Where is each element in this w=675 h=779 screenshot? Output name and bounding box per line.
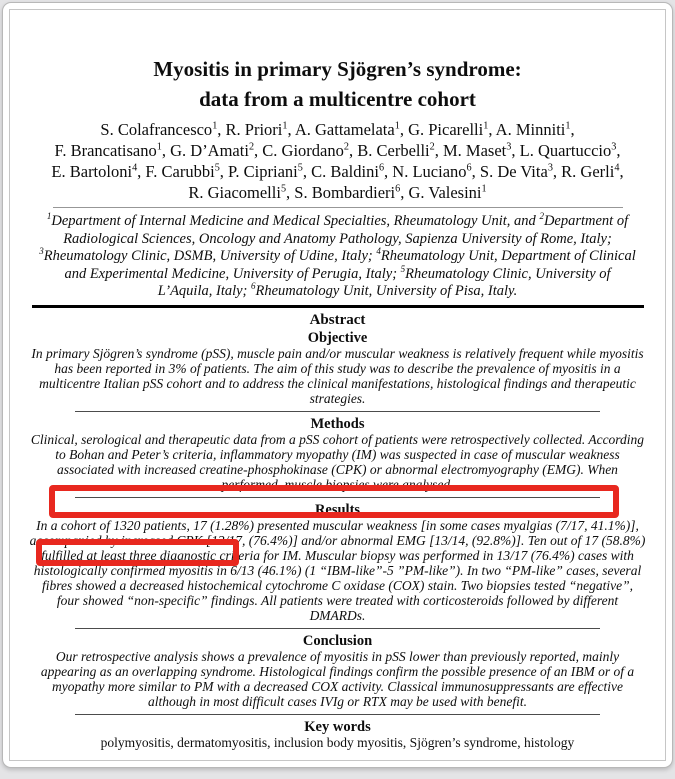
author-line: R. Giacomelli$^5$, S. Bombardieri$^6$, G. Valesini$^1$ <box>188 183 487 202</box>
author-lines <box>10 119 665 203</box>
affiliations: $^1$Department of Internal Medicine and Medical Specialties, Rheumatology Unit, and $^2$Department of Radiological Sciences, Oncology and Anatomy Pathology, Sapienza University of Rome, Italy; $^3$Rheumatology Clinic, DSMB, University of Udine, Italy; $^4$Rheumatology Unit, Department of Clinical and Experimental Medicine, University of Perugia, Italy; $^5$Rheumatology Clinic, University of L’Aquila, Italy; $^6$Rheumatology Unit, University of Pisa, Italy. <box>39 211 636 299</box>
section-divider <box>75 628 600 629</box>
superscript-ref: 4 <box>614 162 620 174</box>
superscript-ref: 1 <box>282 120 288 132</box>
section-heading-conclusion: Conclusion <box>302 632 373 649</box>
superscript-ref: 1 <box>394 120 400 132</box>
author-line: E. Bartoloni$^4$, F. Carubbi$^5$, P. Cipriani$^5$, C. Baldini$^6$, N. Luciano$^6$, S. De Vita$^3$, R. Gerli$^4$, <box>51 162 624 181</box>
abstract-heading: Abstract <box>309 311 366 328</box>
superscript-ref: 4 <box>132 162 138 174</box>
section-divider <box>75 411 600 412</box>
superscript-ref: 5 <box>297 162 303 174</box>
abstract-top-rule <box>32 305 644 308</box>
superscript-ref: 3 <box>547 162 553 174</box>
section-heading-objective: Objective <box>307 329 368 346</box>
superscript-ref: 5 <box>400 263 406 274</box>
superscript-ref: 6 <box>466 162 472 174</box>
superscript-ref: 5 <box>280 183 287 195</box>
author-line: F. Brancatisano$^1$, G. D’Amati$^2$, C. Giordano$^2$, B. Cerbelli$^2$, M. Maset$^3$, L. Quartuccio$^3$, <box>54 141 621 160</box>
superscript-ref: 3 <box>506 141 512 153</box>
authors-divider <box>53 207 623 208</box>
section-text-key-words: polymyositis, dermatomyositis, inclusion body myositis, Sjögren’s syndrome, histology <box>100 734 575 750</box>
author-line: S. Colafrancesco$^1$, R. Priori$^1$, A. Gattamelata$^1$, G. Picarelli$^1$, A. Minniti$^1$, <box>100 120 575 139</box>
superscript-ref: 2 <box>429 141 435 153</box>
paper-title <box>10 54 665 114</box>
section-text-results: In a cohort of 1320 patients, 17 (1.28%) presented muscular weakness [in some cases myalgias (7/17, 41.1%)], accompanied by increased CPK [13/17, (76.4%)] and/or abnormal EMG [13/14, (92.8%)]. Ten out of 17 (58.8%) fulfilled at least three diagnostic criteria for IM. Muscular biopsy was performed in 13/17 (76.4%) cases with histologically confirmed myositis in 6/13 (46.1%) (1 “IBM-like”-5 ”PM-like”). In two “PM-like” cases, several fibres showed a decreased histochemical cytochrome C oxidase (COX) stain. Two biopsies tested “negative”, four showed “non-specific” findings. All patients were treated with corticosteroids followed by different DMARDs. <box>29 517 646 623</box>
section-text-objective: In primary Sjögren’s syndrome (pSS), muscle pain and/or muscular weakness is relatively frequent while myositis has been reported in 3% of patients. The aim of this study was to describe the prevalence of myositis in a multicentre Italian pSS cohort and to address the clinical manifestations, histological findings and therapeutic strategies. <box>31 345 644 406</box>
superscript-ref: 6 <box>378 162 385 174</box>
superscript-ref: 1 <box>483 120 489 132</box>
paper-title-line1: Myositis in primary Sjögren’s syndrome: <box>153 57 522 81</box>
superscript-ref: 6 <box>251 281 256 292</box>
page-inner-frame <box>9 9 666 761</box>
superscript-ref: 4 <box>376 246 381 257</box>
superscript-ref: 5 <box>214 162 220 174</box>
paper-page <box>2 2 673 768</box>
section-divider <box>75 714 600 715</box>
section-divider <box>75 497 600 498</box>
section-heading-results: Results <box>314 501 361 518</box>
superscript-ref: 3 <box>611 141 617 153</box>
superscript-ref: 1 <box>565 120 571 132</box>
superscript-ref: 1 <box>156 141 162 153</box>
superscript-ref: 1 <box>212 120 218 132</box>
section-text-methods: Clinical, serological and therapeutic data from a pSS cohort of patients were retrospectively collected. According to Bohan and Peter’s criteria, inflammatory myopathy (IM) was suspected in case of muscular weakness associated with increased creatine-phosphokinase (CPK) or abnormal electromyography (EMG). When performed, muscle biopsies were analysed. <box>30 431 645 492</box>
paper-title-line2: data from a multicentre cohort <box>199 87 476 111</box>
superscript-ref: 1 <box>46 211 52 222</box>
abstract-sections <box>10 330 665 750</box>
section-text-conclusion: Our retrospective analysis shows a prevalence of myositis in pSS lower than previously reported, mainly appearing as an overlapping syndrome. Histological findings confirm the possible presence of an IBM or of a myopathy more similar to PM with a decreased COX activity. Classical immunosuppressants are effective although in most difficult cases IVIg or RTX may be used with benefit. <box>40 648 635 709</box>
superscript-ref: 2 <box>539 211 544 222</box>
superscript-ref: 6 <box>395 183 401 195</box>
superscript-ref: 3 <box>39 246 44 257</box>
section-heading-methods: Methods <box>310 415 365 432</box>
section-heading-key-words: Key words <box>304 718 371 735</box>
superscript-ref: 2 <box>343 141 349 153</box>
superscript-ref: 1 <box>481 183 487 195</box>
superscript-ref: 2 <box>248 141 255 153</box>
